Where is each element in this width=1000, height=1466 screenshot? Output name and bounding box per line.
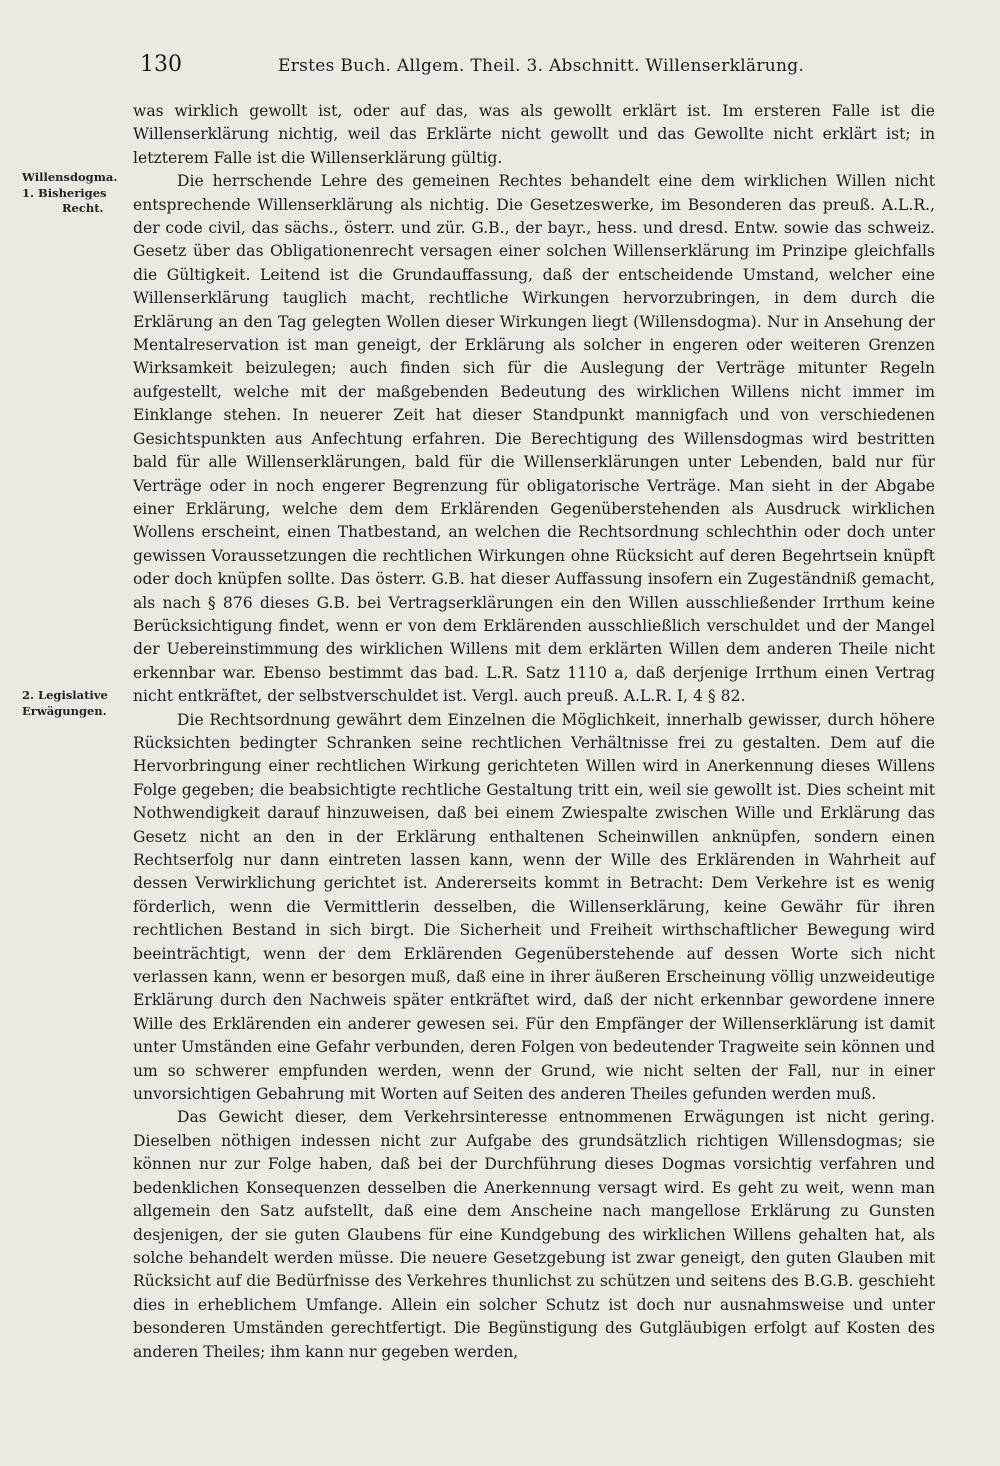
margin-note-legislative [22, 688, 136, 719]
paragraph-weight-of-considerations: Das Gewicht dieser, dem Verkehrsinteresse entnommenen Erwägungen ist nicht gering. Dieselben nöthigen indessen nicht zur Aufgabe des grundsätzlich richtigen Willensdogmas; sie können nur zur Folge haben, daß bei der Durchführung dieses Dogmas vorsichtig verfahren und bedenklichen Konsequenzen desselben die Anerkennung versagt wird. Es geht zu weit, wenn man allgemein den Satz aufstellt, daß eine dem Anscheine nach mangellose Erklärung zu Gunsten desjenigen, der sie guten Glaubens für eine Kundgebung des wirklichen Willens gehalten hat, als solche behandelt werden müsse. Die neuere Gesetzgebung ist zwar geneigt, den guten Glauben mit Rücksicht auf die Bedürfnisse des Verkehres thunlichst zu schützen und seitens des B.G.B. geschieht dies in erheblichem Umfange. Allein ein solcher Schutz ist doch nur ausnahmsweise und unter besonderen Umständen gerechtfertigt. Die Begünstigung des Gutgläubigen erfolgt auf Kosten des anderen Theiles; ihm kann nur gegeben werden, [133, 1108, 935, 1361]
paragraph-legislative-considerations: Die Rechtsordnung gewährt dem Einzelnen die Möglichkeit, innerhalb gewisser, durch höhere Rücksichten bedingter Schranken seine rechtlichen Verhältnisse frei zu gestalten. Dem auf die Hervorbringung einer rechtlichen Wirkung gerichteten Willen wird in Anerkennung dieses Willens Folge gegeben; die beabsichtigte rechtliche Gestaltung tritt ein, weil sie gewollt ist. Dies scheint mit Nothwendigkeit darauf hinzuweisen, daß bei einem Zwiespalte zwischen Wille und Erklärung das Gesetz nicht an den in der Erklärung enthaltenen Scheinwillen anknüpfen, sondern einen Rechtserfolg nur dann eintreten lassen kann, wenn der Wille des Erklärenden in Wahrheit auf dessen Verwirklichung gerichtet ist. Andererseits kommt in Betracht: Dem Verkehre ist es wenig förderlich, wenn die Vermittlerin desselben, die Willenserklärung, keine Gewähr für ihren rechtlichen Bestand in sich birgt. Die Sicherheit und Freiheit wirthschaftlicher Bewegung wird beeinträchtigt, wenn der dem Erklärenden Gegenüberstehende auf dessen Worte sich nicht verlassen kann, wenn er besorgen muß, daß eine in ihrer äußeren Erscheinung völlig unzweideutige Erklärung durch den Nachweis später entkräftet wird, daß der nicht erkennbar gewordene innere Wille des Erklärenden ein anderer gewesen sei. Für den Empfänger der Willenserklärung ist damit unter Umständen eine Gefahr verbunden, deren Folgen von bedeutender Tragweite sein können und um so schwerer empfunden werden, wenn der Grund, wie nicht selten der Fall, nur in einer unvorsichtigen Gebahrung mit Worten auf Seiten des anderen Theiles gefunden werden muß. [133, 710, 935, 1104]
margin-note-line: Willensdogma. [22, 170, 118, 184]
paragraph-current-law: Die herrschende Lehre des gemeinen Rechtes behandelt eine dem wirklichen Willen nicht entsprechende Willenserklärung als nichtig. Die Gesetzeswerke, im Besonderen das preuß. A.L.R., der code civil, das sächs., österr. und zür. G.B., der bayr., hess. und dresd. Entw. sowie das schweiz. Gesetz über das Obligationenrecht versagen einer solchen Willenserklärung im Prinzipe gleichfalls die Gültigkeit. Leitend ist die Grundauffassung, daß der entscheidende Umstand, welcher eine Willenserklärung tauglich macht, rechtliche Wirkungen hervorzubringen, in dem durch die Erklärung an den Tag gelegten Wollen dieser Wirkungen liegt (Willensdogma). Nur in Ansehung der Mentalreservation ist man geneigt, der Erklärung als solcher in engeren oder weiteren Grenzen Wirksamkeit beizulegen; auch finden sich für die Auslegung der Verträge mitunter Regeln aufgestellt, welche mit der maßgebenden Bedeutung des wirklichen Willens nicht immer im Einklange stehen. In neuerer Zeit hat dieser Standpunkt mannigfach und von verschiedenen Gesichtspunkten aus Anfechtung erfahren. Die Berechtigung des Willensdogmas wird bestritten bald für alle Willenserklärungen, bald für die Willenserklärungen unter Lebenden, bald nur für Verträge oder in noch engerer Begrenzung für obligatorische Verträge. Man sieht in der Abgabe einer Erklärung, welche dem dem Erklärenden Gegenüberstehenden als Ausdruck wirklichen Wollens erscheint, einen Thatbestand, an welchen die Rechtsordnung schlechthin oder doch unter gewissen Voraussetzungen die rechtlichen Wirkungen ohne Rücksicht auf deren Begehrtsein knüpft oder doch knüpfen sollte. Das österr. G.B. hat dieser Auffassung insofern ein Zugeständniß gemacht, als nach § 876 dieses G.B. bei Vertragserklärungen ein den Willen ausschließender Irrthum keine Berücksichtigung findet, wenn er von dem Erklärenden ausschließlich verschuldet und der Mangel der Uebereinstimmung des wirklichen Willens mit dem erklärten Willen dem anderen Theile nicht erkennbar war. Ebenso bestimmt das bad. L.R. Satz 1110 a, daß derjenige Irrthum einen Vertrag nicht entkräftet, der selbstverschuldet ist. Vergl. auch preuß. A.L.R. I, 4 § 82. [133, 172, 935, 706]
running-head: Erstes Buch. Allgem. Theil. 3. Abschnitt. Willenserklärung. [278, 56, 805, 76]
paragraph-continuation: was wirklich gewollt ist, oder auf das, was als gewollt erklärt ist. Im ersteren Falle ist die Willenserklärung nichtig, weil das Erklärte nicht gewollt und das Gewollte nicht erklärt ist; in letzterem Falle ist die Willenserklärung gültig. [133, 102, 935, 167]
body-text [133, 100, 935, 1364]
margin-note-line: Recht. [62, 201, 104, 215]
margin-note-line: Erwägungen. [22, 703, 107, 718]
page-header [140, 46, 930, 86]
margin-note-willensdogma [22, 170, 136, 217]
page-number: 130 [140, 52, 182, 77]
margin-note-line: 1. Bisheriges [22, 185, 107, 200]
margin-note-line: 2. Legislative [22, 688, 108, 702]
